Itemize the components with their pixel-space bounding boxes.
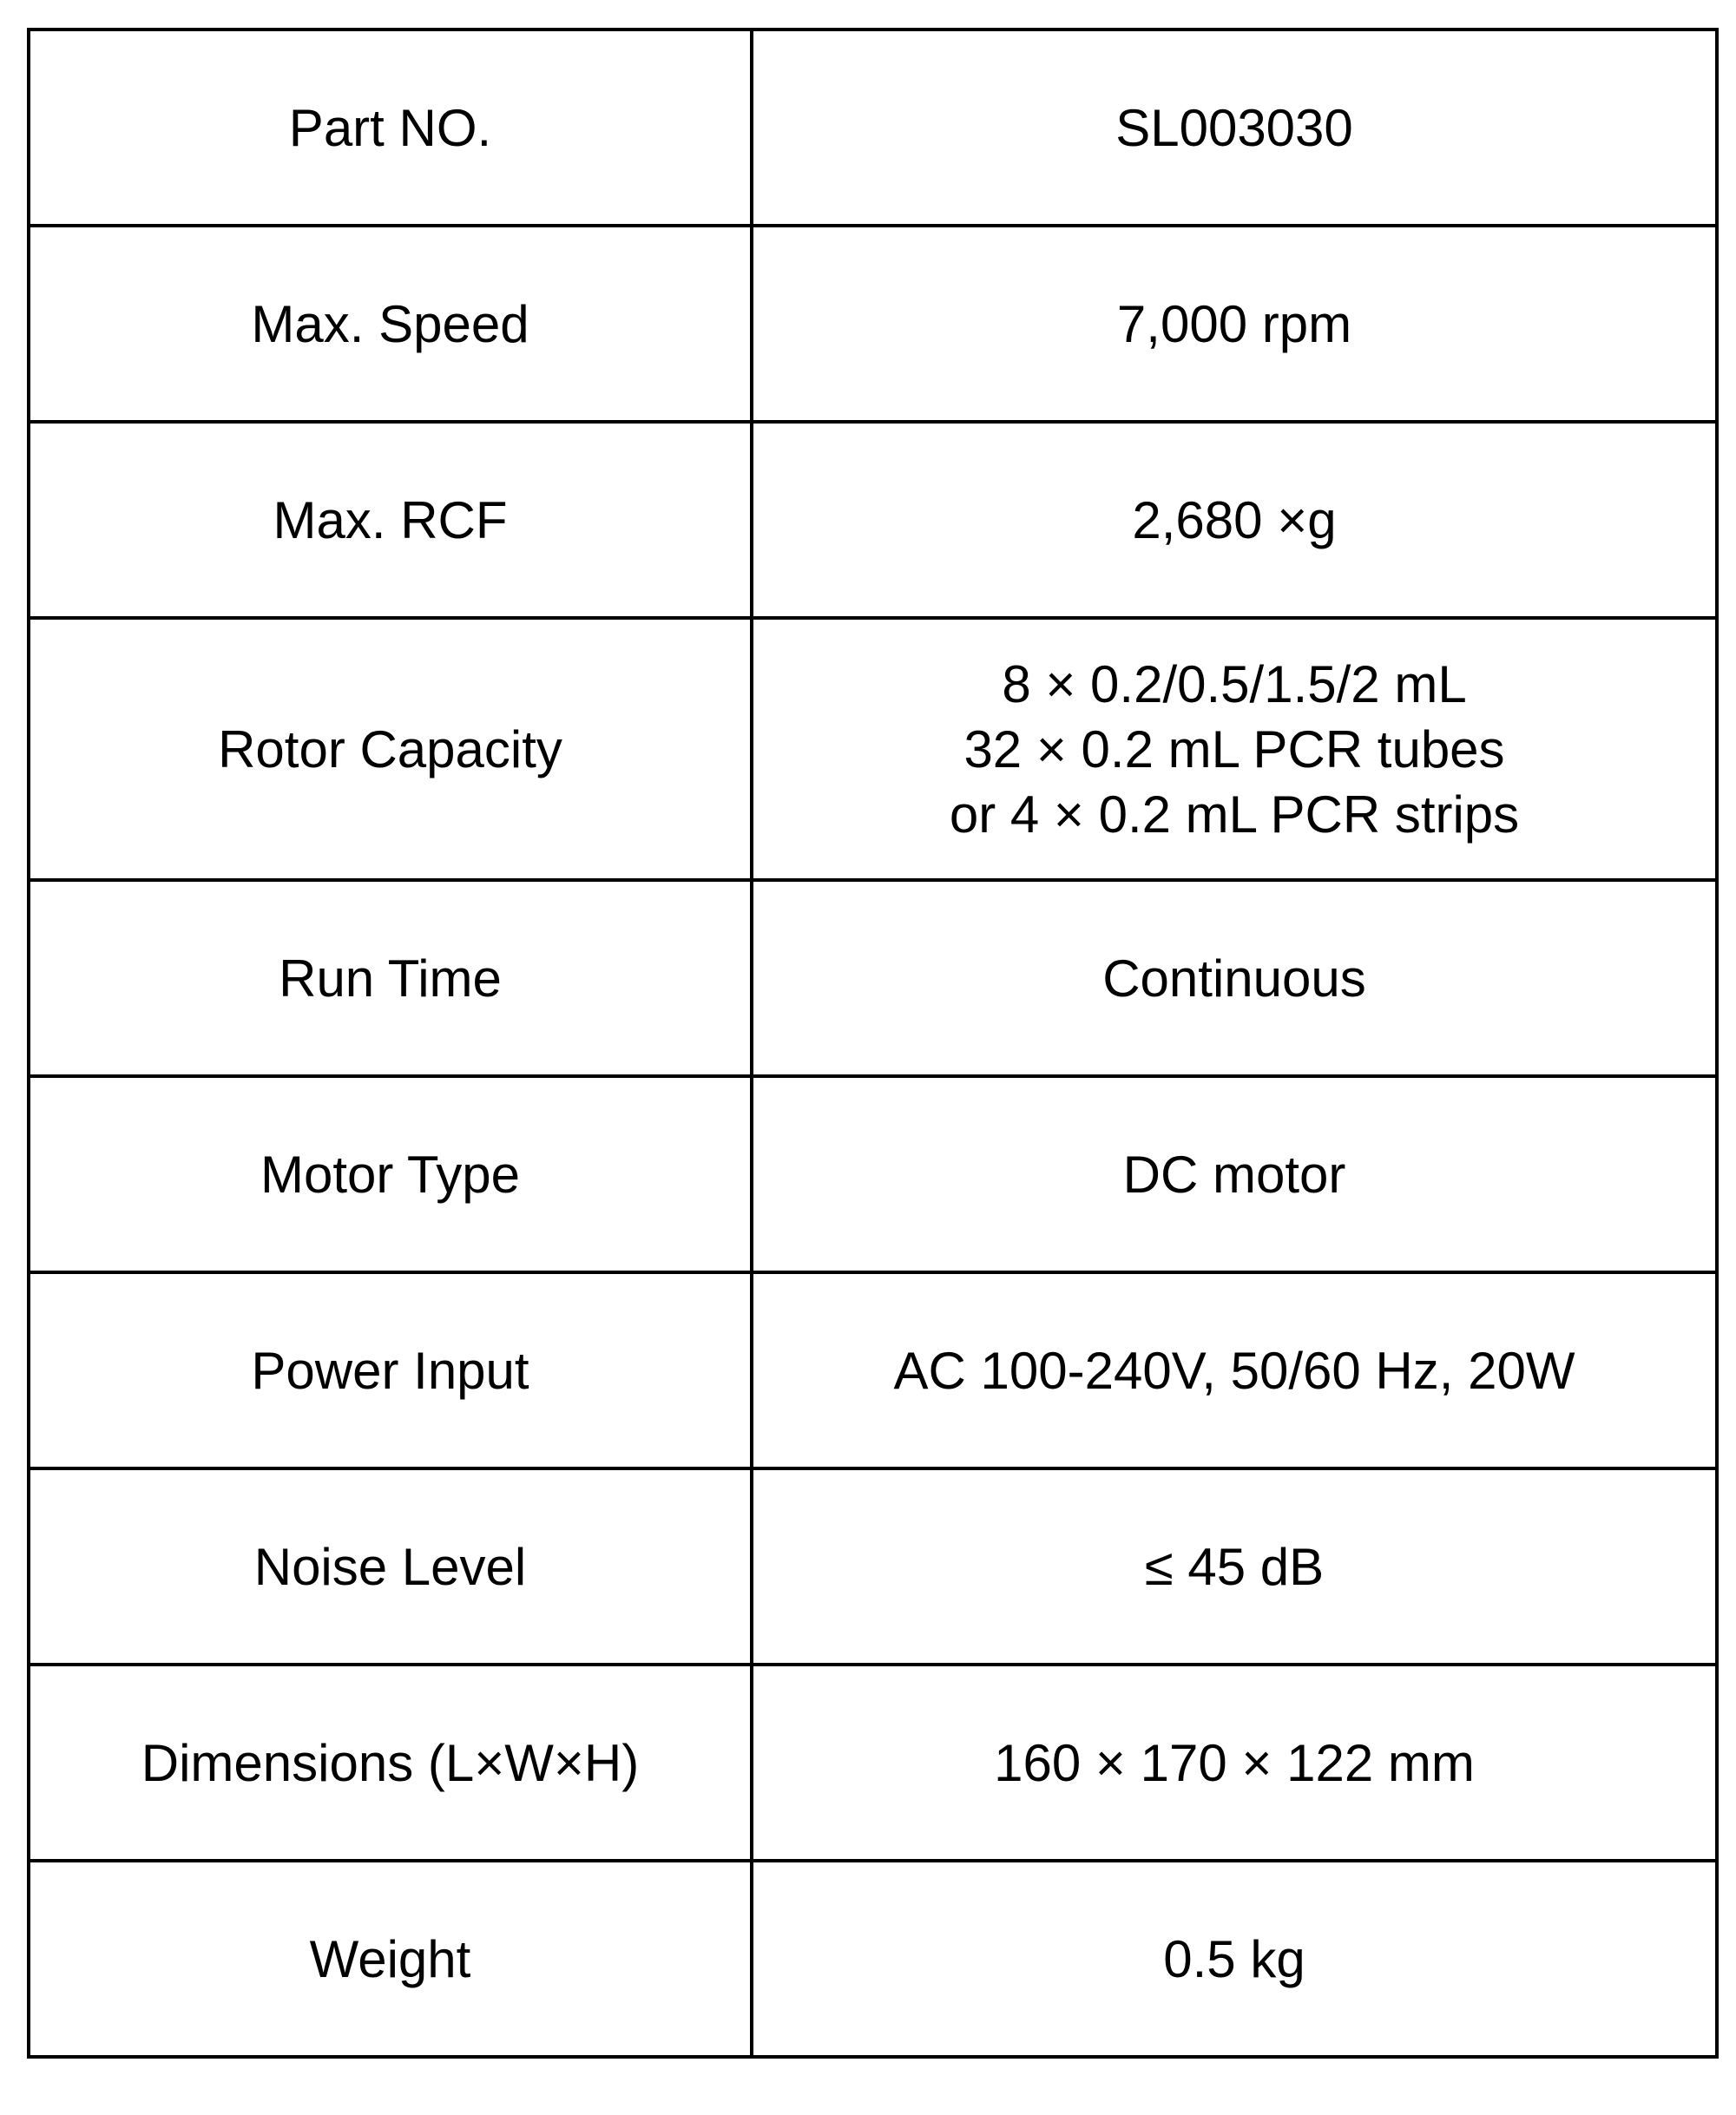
spec-value-line: AC 100-240V, 50/60 Hz, 20W: [893, 1341, 1575, 1400]
spec-value-line: DC motor: [1122, 1145, 1346, 1204]
spec-row-max-speed: [29, 226, 1717, 422]
spec-value: [752, 1272, 1717, 1468]
spec-value: [752, 880, 1717, 1076]
spec-value-line: 160 × 170 × 122 mm: [994, 1733, 1475, 1792]
spec-label: Rotor Capacity: [29, 618, 752, 880]
spec-label: Weight: [29, 1861, 752, 2057]
spec-row-rotor-capacity: [29, 618, 1717, 880]
spec-value-line: 32 × 0.2 mL PCR tubes: [963, 719, 1505, 778]
spec-label: Power Input: [29, 1272, 752, 1468]
spec-row-power-input: [29, 1272, 1717, 1468]
spec-value-line: 8 × 0.2/0.5/1.5/2 mL: [1002, 654, 1467, 713]
spec-label: Part NO.: [29, 30, 752, 226]
spec-value-line: SL003030: [1115, 98, 1353, 157]
spec-value: [752, 618, 1717, 880]
spec-row-max-rcf: [29, 422, 1717, 618]
spec-label: Max. RCF: [29, 422, 752, 618]
spec-value-line: or 4 × 0.2 mL PCR strips: [949, 785, 1520, 844]
specifications-table: [27, 28, 1719, 2059]
spec-row-weight: [29, 1861, 1717, 2057]
spec-value: [752, 1468, 1717, 1665]
spec-value-line: 0.5 kg: [1163, 1929, 1305, 1988]
spec-label: Max. Speed: [29, 226, 752, 422]
spec-label: Noise Level: [29, 1468, 752, 1665]
spec-value: [752, 1861, 1717, 2057]
spec-value: [752, 422, 1717, 618]
spec-value-line: Continuous: [1102, 949, 1366, 1008]
spec-label: Dimensions (L×W×H): [29, 1665, 752, 1861]
spec-label: Motor Type: [29, 1076, 752, 1272]
spec-value: [752, 1665, 1717, 1861]
spec-value: [752, 30, 1717, 226]
spec-row-run-time: [29, 880, 1717, 1076]
spec-value-line: 2,680 ×g: [1132, 490, 1337, 549]
spec-row-motor-type: [29, 1076, 1717, 1272]
spec-value: [752, 1076, 1717, 1272]
spec-value-line: 7,000 rpm: [1116, 294, 1352, 353]
spec-row-part-no: [29, 30, 1717, 226]
spec-row-noise-level: [29, 1468, 1717, 1665]
spec-row-dimensions: [29, 1665, 1717, 1861]
spec-value: [752, 226, 1717, 422]
spec-label: Run Time: [29, 880, 752, 1076]
spec-value-line: ≤ 45 dB: [1144, 1537, 1325, 1596]
